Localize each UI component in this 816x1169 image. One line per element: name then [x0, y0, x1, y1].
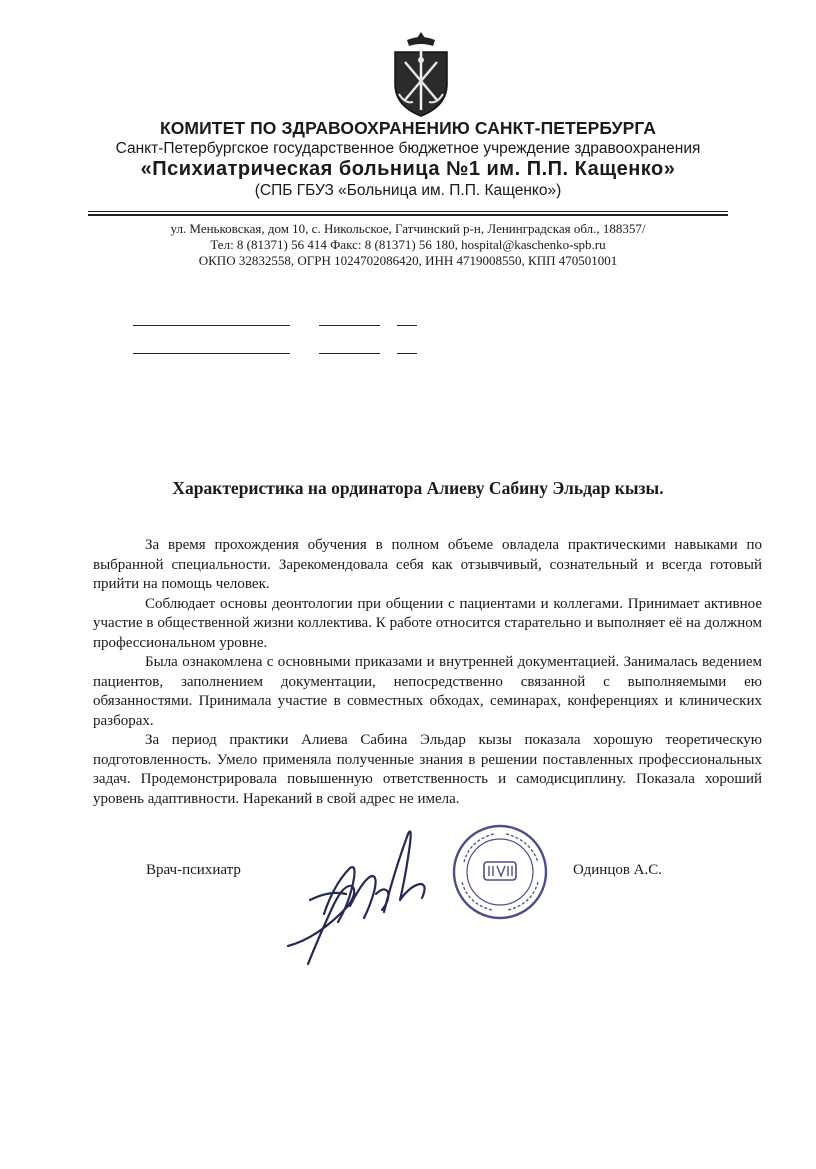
address-line: ул. Меньковская, дом 10, с. Никольское, Гатчинский р-н, Ленинградская обл., 188357/ — [170, 221, 646, 236]
institution-short-name: (СПБ ГБУЗ «Больница им. П.П. Кащенко») — [254, 182, 562, 199]
institution-type: Санкт-Петербургское государственное бюджетное учреждение здравоохранения — [115, 140, 701, 157]
signer-position: Врач-психиатр — [146, 862, 241, 878]
date-blank-line — [319, 353, 380, 354]
committee-heading: КОМИТЕТ ПО ЗДРАВООХРАНЕНИЮ САНКТ-ПЕТЕРБУРГА — [159, 118, 657, 138]
body-paragraph: За время прохождения обучения в полном объеме овладела практическими навыками по выбранной специальности. Зарекомендовала себя как отзывчивый, сознательный и всегда готовый прийти на помощь человек. — [93, 537, 762, 592]
body-paragraph: Соблюдает основы деонтологии при общении с пациентами и коллегами. Принимает активное участие в общественной жизни коллектива. К работе относится старательно и выполняет её на должном профессиональном уровне. — [93, 595, 762, 651]
number-blank-line — [397, 325, 417, 326]
recipient-blank-line — [133, 353, 290, 354]
header-divider-bottom — [88, 214, 728, 216]
institution-name: «Психиатрическая больница №1 им. П.П. Кащенко» — [140, 158, 676, 180]
registration-codes-line: ОКПО 32832558, ОГРН 1024702086420, ИНН 4719008550, КПП 470501001 — [198, 253, 618, 268]
date-blank-line — [319, 325, 380, 326]
header-divider-top — [88, 211, 728, 212]
signer-name: Одинцов А.С. — [573, 862, 663, 878]
number-blank-line — [397, 353, 417, 354]
coat-of-arms-icon — [389, 30, 453, 120]
document-title: Характеристика на ординатора Алиеву Сабину Эльдар кызы. — [172, 478, 664, 498]
body-paragraph: Была ознакомлена с основными приказами и внутренней документацией. Занималась ведением пациентов, заполнением документации, непосредственно связанной с выполняемыми ею обязанностями. Принимала участие в совместных обходах, семинарах, конференциях и клинических разборах. — [93, 654, 762, 729]
document-body — [93, 536, 762, 809]
doctor-stamp — [450, 822, 550, 922]
recipient-blank-line — [133, 325, 290, 326]
phone-email-line: Тел: 8 (81371) 56 414 Факс: 8 (81371) 56 180, hospital@kaschenko-spb.ru — [210, 237, 606, 252]
handwritten-signature — [280, 818, 440, 968]
body-paragraph: За период практики Алиева Сабина Эльдар кызы показала хорошую теоретическую подготовленность. Умело применяла полученные знания в решении поставленных профессиональных задач. Продемонстрировала повышенную ответственность и самодисциплину. Показала хороший уровень адаптивности. Нареканий в свой адрес не имела. — [93, 732, 762, 807]
